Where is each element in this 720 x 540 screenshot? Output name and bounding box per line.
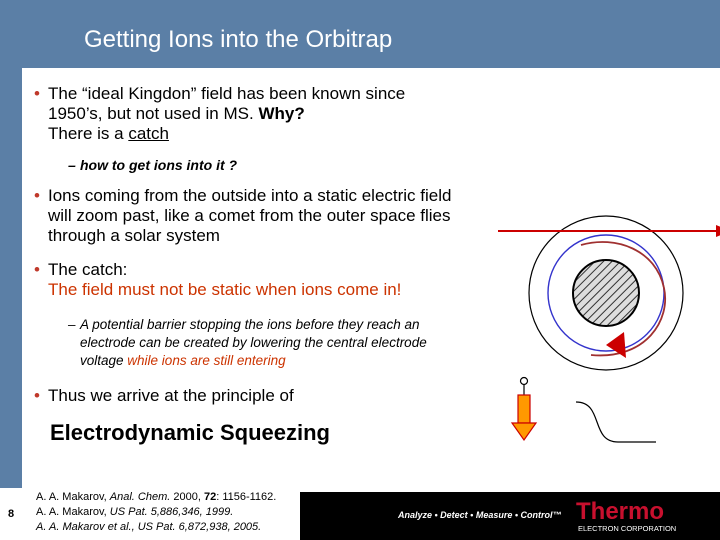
reference-3 <box>36 520 276 535</box>
references <box>36 490 276 535</box>
bullet-comet-line1: • Ions coming from the outside into a static electric field <box>48 186 452 205</box>
bullet-kingdon-line1: • The “ideal Kingdon” field has been known since <box>48 84 406 103</box>
slide-title: Getting Ions into the Orbitrap <box>84 26 393 53</box>
bullet-comet <box>48 186 518 246</box>
sub-how-to-get-ions <box>80 156 237 174</box>
bullet-kingdon-line3-text: There is a <box>48 124 129 143</box>
ref1-pages: : 1156-1162. <box>216 491 277 503</box>
sub-barrier-line3 <box>80 352 500 370</box>
bullet-kingdon-catch: catch <box>128 124 169 143</box>
orbitrap-diagram <box>486 200 720 488</box>
bullet-catch-line2: The field must not be static when ions come in! <box>48 280 402 299</box>
page-number: 8 <box>8 508 15 520</box>
bullet-kingdon-why: Why? <box>258 104 305 123</box>
ref3-authors: A. A. Makarov et al., <box>36 521 138 533</box>
reference-2 <box>36 505 276 520</box>
bullet-catch-line1: • The catch: <box>48 260 128 279</box>
thermo-logo-subtext: ELECTRON CORPORATION <box>578 524 676 533</box>
sub-how-to-get-ions-text: how to get ions into it ? <box>80 157 238 173</box>
thermo-logo-text: Thermo <box>576 498 665 525</box>
sub-barrier-line1: – A potential barrier stopping the ions before they reach an <box>80 317 420 332</box>
bullet-comet-line3: through a solar system <box>48 226 220 245</box>
reference-1 <box>36 490 276 505</box>
voltage-curve <box>576 402 656 442</box>
voltage-arrow-head <box>512 423 536 440</box>
ref2-patent: US Pat. 5,886,346, 1999. <box>109 506 234 518</box>
ref1-year: 2000, <box>170 491 204 503</box>
footer-tagline: Analyze • Detect • Measure • Control™ <box>398 510 562 520</box>
ref2-authors: A. A. Makarov, <box>36 506 110 518</box>
sub-potential-barrier <box>80 316 500 370</box>
bullet-kingdon-line3 <box>48 124 488 144</box>
bullet-kingdon-line2-text: 1950’s, but not used in MS. <box>48 104 259 123</box>
sub-barrier-line2: electrode can be created by lowering the central electrode <box>80 335 427 350</box>
electrode-contact <box>521 378 528 385</box>
incoming-arrow-head <box>716 225 720 237</box>
ref1-volume: 72 <box>203 491 217 503</box>
left-decor-strip <box>0 68 22 488</box>
ref1-authors: A. A. Makarov, <box>36 491 110 503</box>
voltage-arrow-shaft <box>518 395 530 423</box>
sub-barrier-line3-b: while ions are still entering <box>127 353 286 368</box>
ref3-patent: US Pat. 6,872,938, 2005. <box>137 521 262 533</box>
sub-barrier-line3-a: voltage <box>80 353 128 368</box>
bullet-kingdon <box>48 84 488 144</box>
central-electrode <box>573 260 639 326</box>
bullet-comet-line2: will zoom past, like a comet from the outer space flies <box>48 206 451 225</box>
thermo-logo <box>576 495 676 535</box>
bullet-kingdon-line2 <box>48 104 488 124</box>
bullet-catch <box>48 260 488 300</box>
bullet-principle <box>48 386 488 406</box>
headline-electrodynamic-squeezing: Electrodynamic Squeezing <box>50 420 330 445</box>
ref1-journal: Anal. Chem. <box>109 491 171 503</box>
bullet-principle-line1: • Thus we arrive at the principle of <box>48 386 294 405</box>
